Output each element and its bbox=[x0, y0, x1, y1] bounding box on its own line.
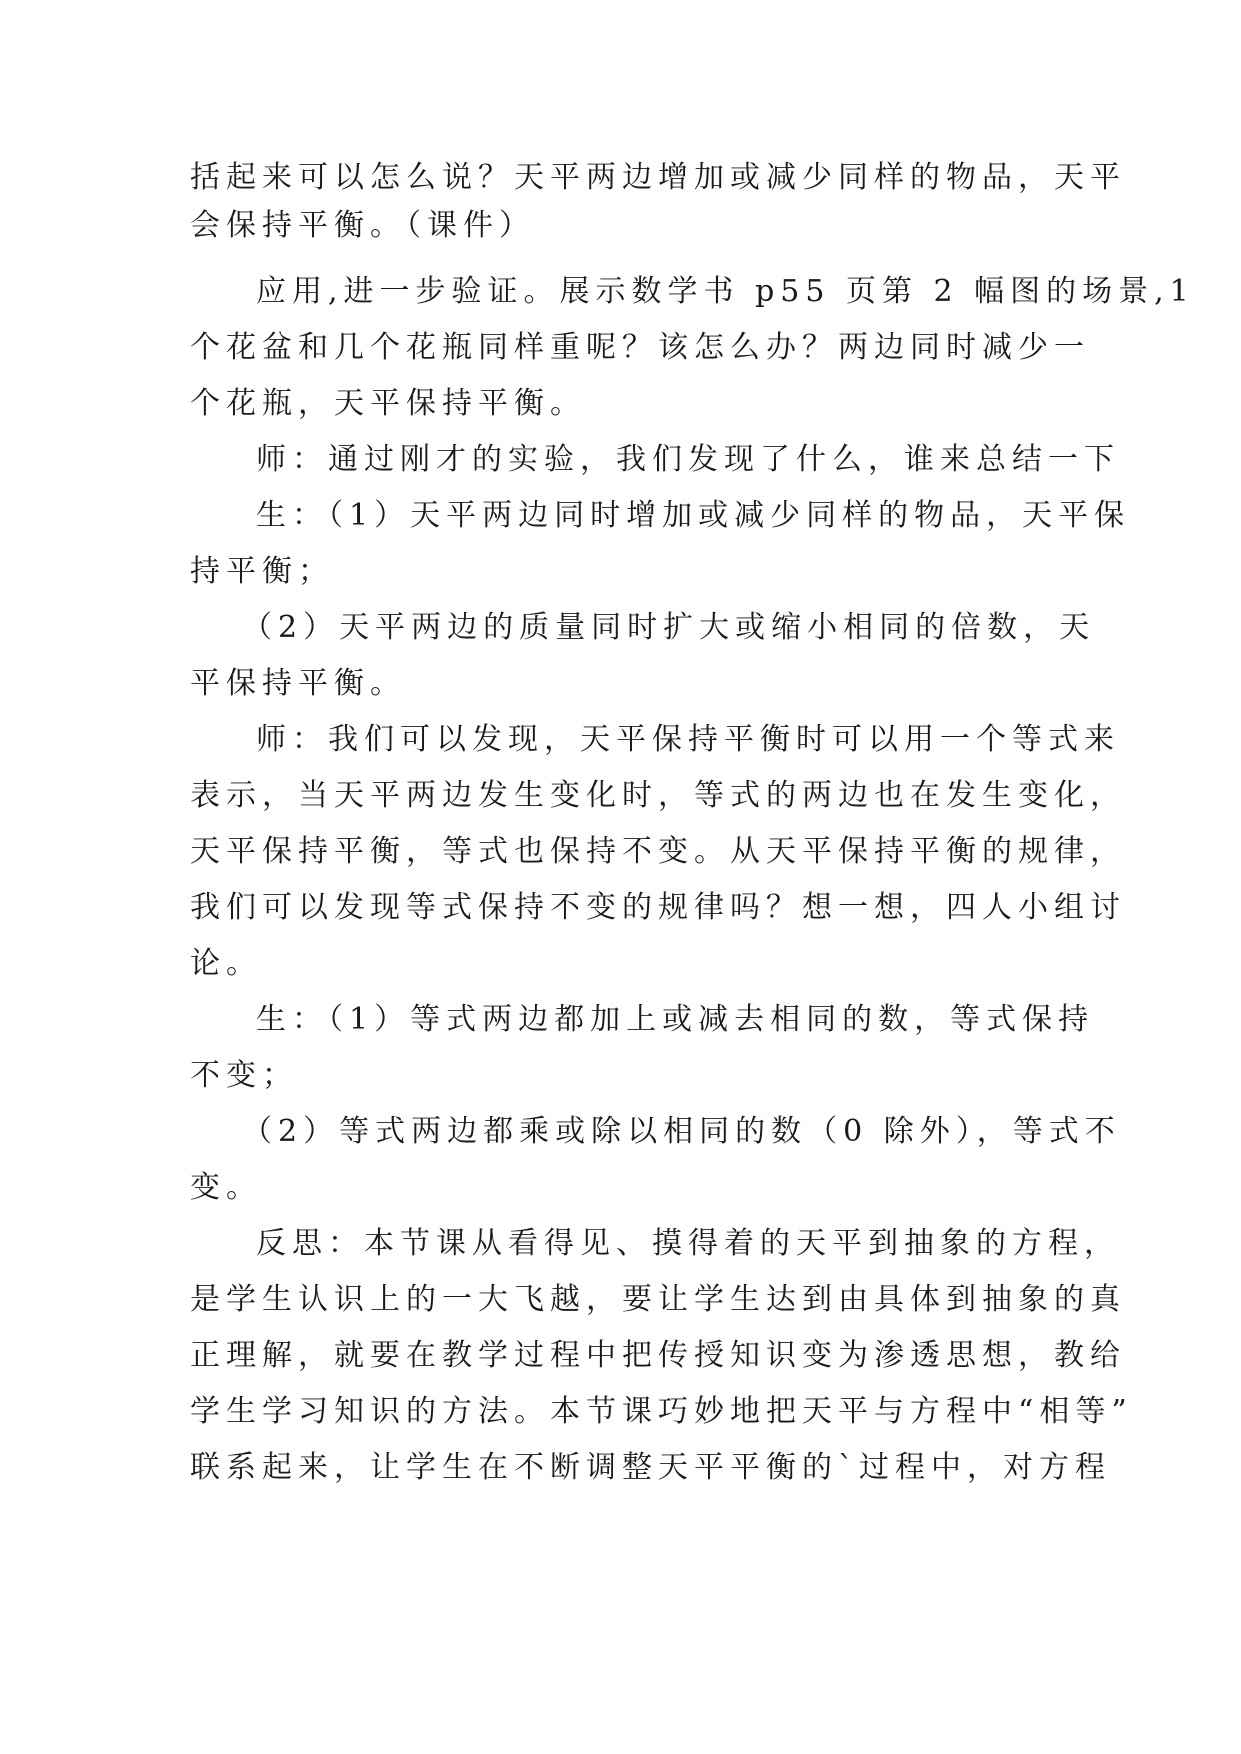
reflection-line-5: 联系起来，让学生在不断调整天平平衡的`过程中，对方程 bbox=[190, 1450, 1111, 1485]
teacher-explanation-line-5: 论。 bbox=[190, 946, 262, 981]
paragraph-application-line-3: 个花瓶，天平保持平衡。 bbox=[190, 386, 586, 421]
student-answer-2-line-2: 平保持平衡。 bbox=[190, 666, 406, 701]
text-line-2: 会保持平衡。（课件） bbox=[190, 208, 535, 243]
student-answer-1-line-2: 持平衡； bbox=[190, 554, 334, 589]
teacher-explanation-line-2: 表示，当天平两边发生变化时，等式的两边也在发生变化， bbox=[190, 778, 1126, 813]
student-rule-1-line-1: 生：（1）等式两边都加上或减去相同的数，等式保持 bbox=[256, 1002, 1095, 1037]
reflection-line-2: 是学生认识上的一大飞越，要让学生达到由具体到抽象的真 bbox=[190, 1282, 1126, 1317]
text-line-1: 括起来可以怎么说？天平两边增加或减少同样的物品，天平 bbox=[190, 160, 1126, 195]
teacher-explanation-line-4: 我们可以发现等式保持不变的规律吗？想一想，四人小组讨 bbox=[190, 890, 1126, 925]
reflection-line-3: 正理解，就要在教学过程中把传授知识变为渗透思想，教给 bbox=[190, 1338, 1126, 1373]
reflection-line-4: 学生学习知识的方法。本节课巧妙地把天平与方程中“相等” bbox=[190, 1394, 1133, 1429]
paragraph-application-line-2: 个花盆和几个花瓶同样重呢？该怎么办？两边同时减少一 bbox=[190, 330, 1090, 365]
teacher-explanation-line-3: 天平保持平衡，等式也保持不变。从天平保持平衡的规律， bbox=[190, 834, 1126, 869]
teacher-question-line: 师：通过刚才的实验，我们发现了什么，谁来总结一下 bbox=[256, 442, 1120, 477]
teacher-explanation-line-1: 师：我们可以发现，天平保持平衡时可以用一个等式来 bbox=[256, 722, 1120, 757]
paragraph-application-line-1: 应用,进一步验证。展示数学书 p55 页第 2 幅图的场景,1 bbox=[256, 274, 1195, 309]
student-rule-2-line-2: 变。 bbox=[190, 1170, 262, 1205]
reflection-line-1: 反思：本节课从看得见、摸得着的天平到抽象的方程， bbox=[256, 1226, 1120, 1261]
student-rule-1-line-2: 不变； bbox=[190, 1058, 298, 1093]
student-answer-1-line-1: 生：（1）天平两边同时增加或减少同样的物品，天平保 bbox=[256, 498, 1131, 533]
student-rule-2-line-1: （2）等式两边都乘或除以相同的数（0 除外），等式不 bbox=[242, 1114, 1121, 1149]
student-answer-2-line-1: （2）天平两边的质量同时扩大或缩小相同的倍数，天 bbox=[242, 610, 1096, 645]
